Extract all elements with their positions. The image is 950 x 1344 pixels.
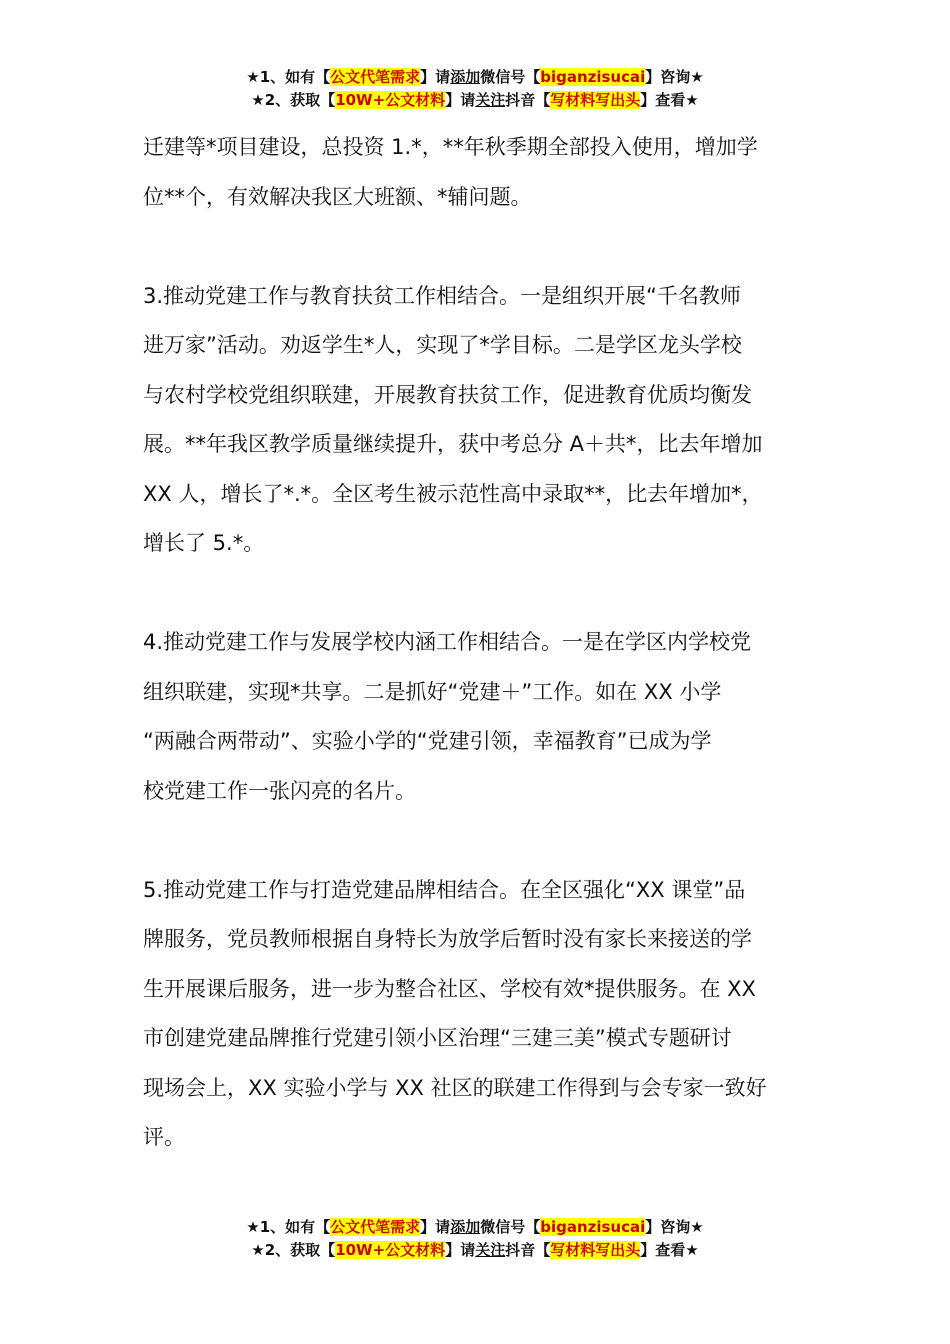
wechat-id: biganzisucai (540, 1218, 646, 1236)
text-line: 牌服务，党员教师根据自身特长为放学后暂时没有家长来接送的学 (143, 927, 752, 951)
highlight-text: 10W+公文材料 (335, 1241, 446, 1259)
text-line: 与农村学校党组织联建，开展教育扶贫工作，促进教育优质均衡发 (143, 382, 752, 407)
paragraph-2 (143, 272, 809, 569)
highlight-text: 公文代笔需求 (330, 1218, 421, 1236)
text-line: “两融合两带动”、实验小学的“党建引领，幸福教育”已成为学 (143, 729, 712, 753)
text-line: 5.推动党建工作与打造党建品牌相结合。在全区强化“XX 课堂”品 (143, 877, 746, 902)
promo-line-1: ★1、如有【公文代笔需求】请添加微信号【biganzisucai】咨询★ (246, 1218, 704, 1236)
document-body (143, 123, 809, 1163)
text-line: 位**个，有效解决我区大班额、*辅问题。 (143, 184, 532, 209)
text-line: 生开展课后服务，进一步为整合社区、学校有效*提供服务。在 XX (143, 976, 756, 1001)
douyin-account: 写材料写出头 (550, 91, 641, 109)
promo-line-2: ★2、获取【10W+公文材料】请关注抖音【写材料写出头】查看★ (251, 91, 699, 109)
text-line: 进万家”活动。劝返学生*人，实现了*学目标。二是学区龙头学校 (143, 333, 742, 357)
text-line: 评。 (143, 1125, 185, 1149)
text-line: 展。**年我区教学质量继续提升，获中考总分 A＋共*，比去年增加 (143, 432, 763, 456)
wechat-id: biganzisucai (540, 68, 646, 86)
text-line: XX 人，增长了*.*。全区考生被示范性高中录取**，比去年增加*， (143, 481, 763, 506)
text-line: 3.推动党建工作与教育扶贫工作相结合。一是组织开展“千名教师 (143, 283, 741, 308)
paragraph-3 (143, 618, 809, 816)
promo-line-2: ★2、获取【10W+公文材料】请关注抖音【写材料写出头】查看★ (251, 1241, 699, 1259)
text-line: 迁建等*项目建设，总投资 1.*，**年秋季期全部投入使用，增加学 (143, 135, 758, 159)
text-line: 校党建工作一张闪亮的名片。 (143, 778, 416, 803)
highlight-text: 10W+公文材料 (335, 91, 446, 109)
text-line: 4.推动党建工作与发展学校内涵工作相结合。一是在学区内学校党 (143, 630, 752, 654)
paragraph-1 (143, 123, 809, 222)
text-line: 增长了 5.*。 (143, 531, 265, 555)
highlight-text: 公文代笔需求 (330, 68, 421, 86)
promo-banner-top (0, 66, 950, 112)
promo-line-1: ★1、如有【公文代笔需求】请添加微信号【biganzisucai】咨询★ (246, 68, 704, 86)
douyin-account: 写材料写出头 (550, 1241, 641, 1259)
paragraph-4 (143, 866, 809, 1163)
text-line: 组织联建，实现*共享。二是抓好“党建＋”工作。如在 XX 小学 (143, 679, 722, 704)
text-line: 现场会上，XX 实验小学与 XX 社区的联建工作得到与会专家一致好 (143, 1075, 767, 1100)
promo-banner-bottom (0, 1216, 950, 1262)
text-line: 市创建党建品牌推行党建引领小区治理“三建三美”模式专题研讨 (143, 1026, 732, 1050)
